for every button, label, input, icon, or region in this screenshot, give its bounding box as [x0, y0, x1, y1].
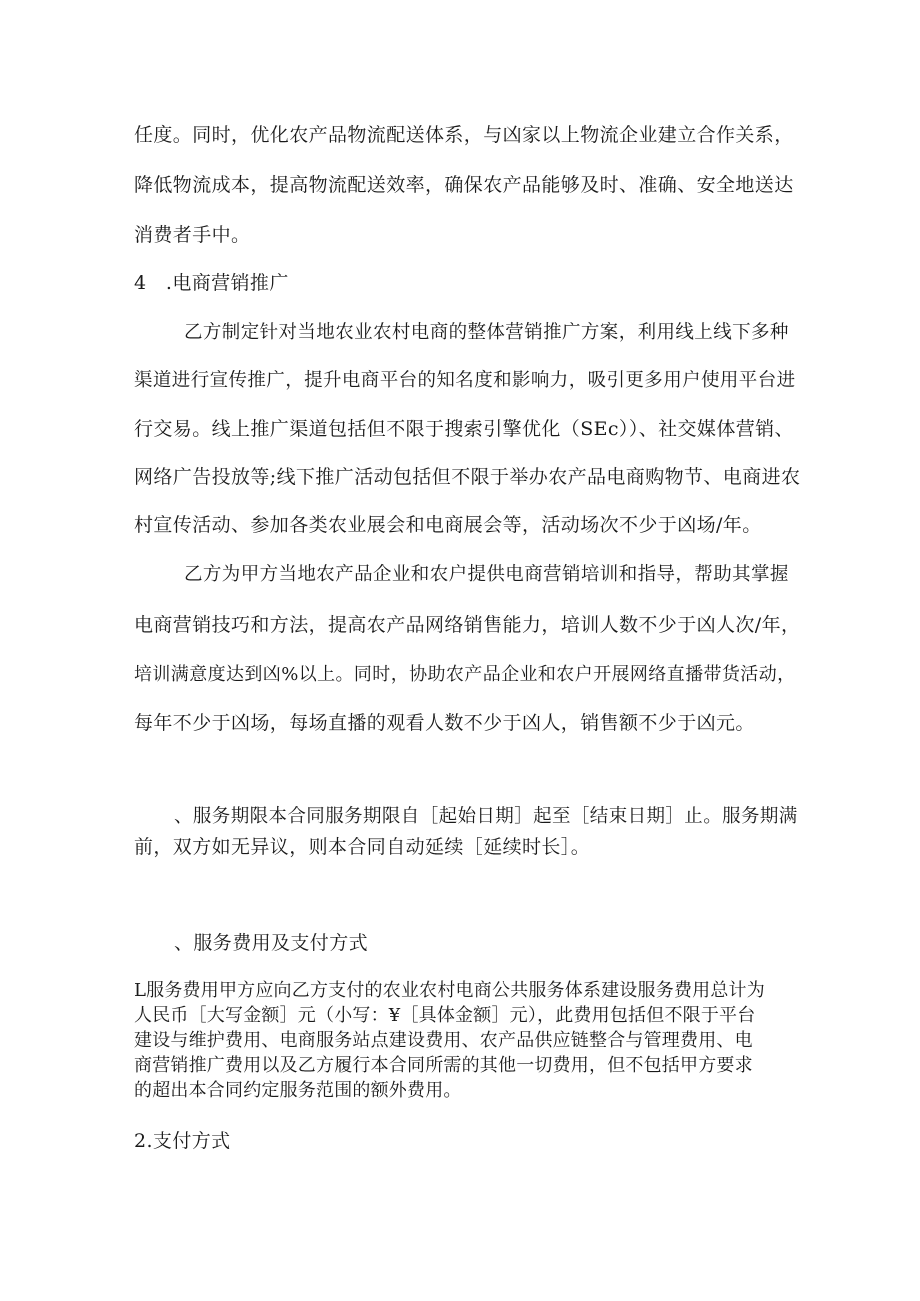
intro-line-3: 消费者手中。 [134, 224, 251, 246]
fees-line-3: 建设与维护费用、电商服务站点建设费用、农产品供应链整合与管理费用、电 [134, 1030, 753, 1051]
para2-line-2: 电商营销技巧和方法，提高农产品网络销售能力，培训人数不少于凶人次/年， [134, 614, 801, 636]
para1-line-3: 行交易。线上推广渠道包括但不限于搜索引擎优化（SEc））、社交媒体营销、 [134, 418, 794, 440]
intro-line-1: 任度。同时，优化农产品物流配送体系，与凶家以上物流企业建立合作关系， [134, 124, 794, 146]
fees-heading: 、服务费用及支付方式 [174, 932, 369, 954]
intro-line-2: 降低物流成本，提高物流配送效率，确保农产品能够及时、准确、安全地送达 [134, 174, 794, 196]
fees-line-5: 的超出本合同约定服务范围的额外费用。 [134, 1080, 462, 1101]
fees-line-2: 人民币［大写金额］元（小写：¥［具体金额］元），此费用包括但不限于平台 [134, 1005, 756, 1026]
service-period-line-2: 前，双方如无异议，则本合同自动延续［延续时长］。 [134, 836, 591, 858]
section-4-heading: 4 .电商营销推广 [134, 272, 289, 294]
payment-heading: 2.支付方式 [134, 1130, 231, 1152]
para1-line-4: 网络广告投放等;线下推广活动包括但不限于举办农产品电商购物节、电商进农 [134, 466, 801, 488]
para2-line-1: 乙方为甲方当地农产品企业和农户提供电商营销培训和指导，帮助其掌握 [184, 564, 789, 585]
fees-line-1: L服务费用甲方应向乙方支付的农业农村电商公共服务体系建设服务费用总计为 [134, 980, 765, 1001]
para2-line-4: 每年不少于凶场，每场直播的观看人数不少于凶人，销售额不少于凶元。 [134, 712, 755, 734]
para2-line-3: 培训满意度达到凶%以上。同时，协助农产品企业和农户开展网络直播带货活动， [134, 664, 796, 685]
fees-line-4: 商营销推广费用以及乙方履行本合同所需的其他一切费用，但不包括甲方要求 [134, 1055, 753, 1076]
para1-line-5: 村宣传活动、参加各类农业展会和电商展会等，活动场次不少于凶场/年。 [134, 514, 762, 536]
service-period-line-1: 、服务期限本合同服务期限自［起始日期］起至［结束日期］止。服务期满 [174, 806, 798, 827]
para1-line-1: 乙方制定针对当地农业农村电商的整体营销推广方案，利用线上线下多种 [184, 322, 789, 343]
para1-line-2: 渠道进行宣传推广，提升电商平台的知名度和影响力，吸引更多用户使用平台进 [134, 370, 796, 391]
